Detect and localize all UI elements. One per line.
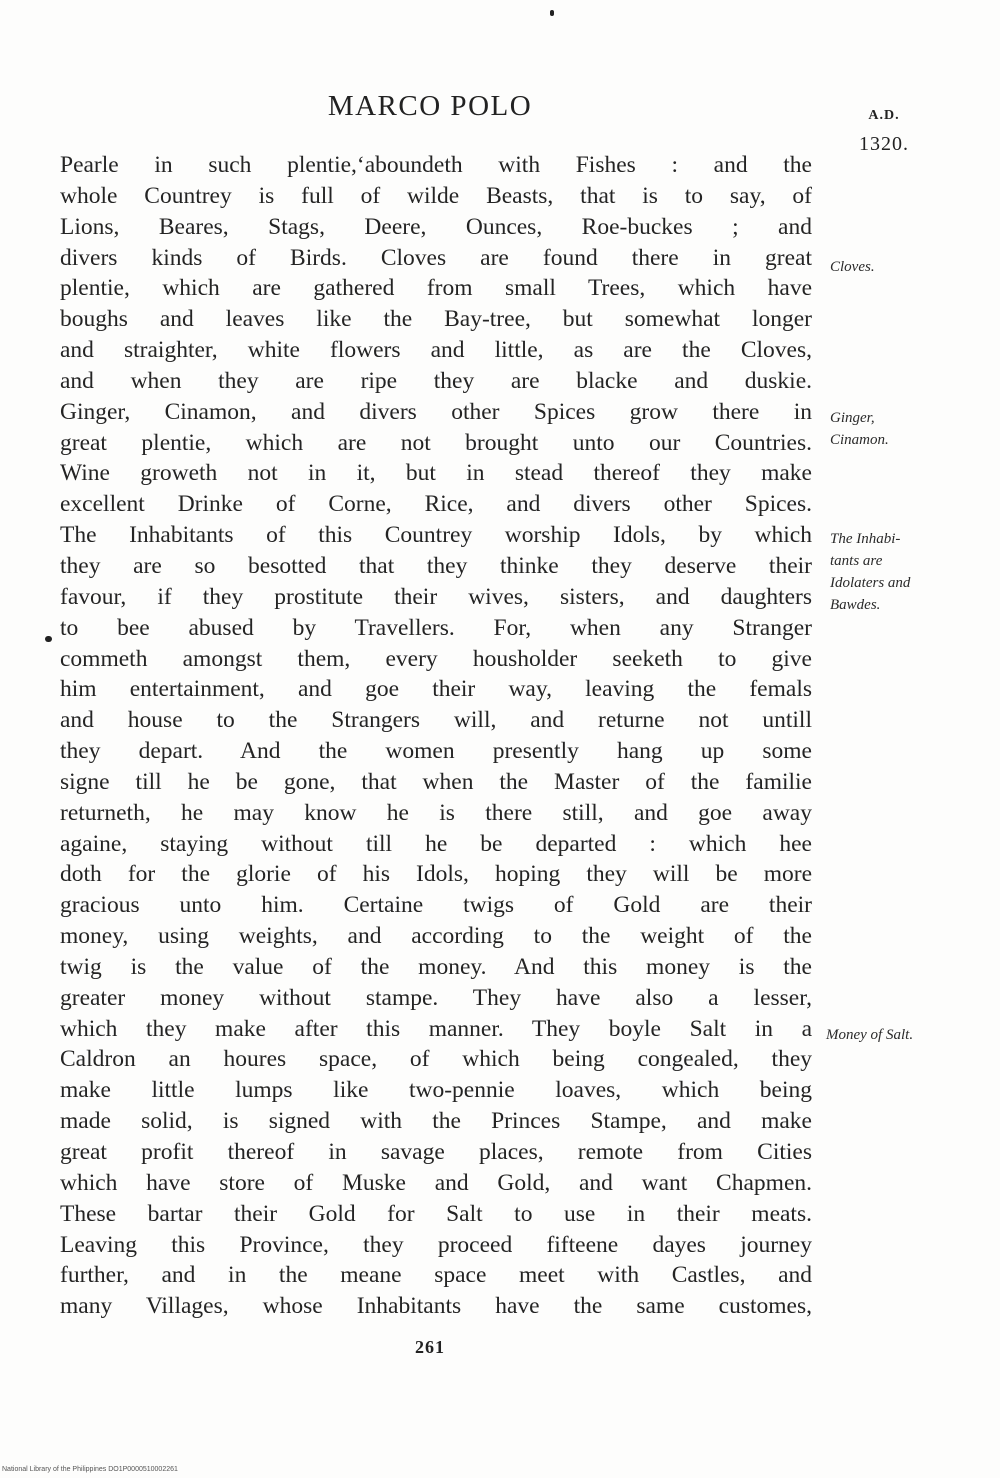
text-line: boughs and leaves like the Bay-tree, but somewhat longer bbox=[60, 306, 812, 333]
margin-note-line: Cinamon. bbox=[830, 432, 889, 448]
text-line: which they make after this manner. They boyle Salt in a bbox=[60, 1015, 812, 1042]
text-line: These bartar their Gold for Salt to use in their meats. bbox=[60, 1200, 812, 1227]
text-line: and when they are ripe they are blacke and duskie. bbox=[60, 367, 812, 394]
scan-footer-credit: National Library of the Philippines DO1P0000510002261 bbox=[2, 1466, 178, 1473]
text-line: divers kinds of Birds. Cloves are found there in great bbox=[60, 244, 812, 271]
margin-date bbox=[848, 102, 920, 158]
margin-note-line: Bawdes. bbox=[830, 597, 881, 613]
text-line: they depart. And the women presently hang up some bbox=[60, 738, 812, 765]
text-line: further, and in the meane space meet with Castles, and bbox=[60, 1262, 812, 1289]
margin-note-line: The Inhabi- bbox=[830, 531, 901, 547]
text-line: made solid, is signed with the Princes Stampe, and make bbox=[60, 1108, 812, 1135]
text-line: gracious unto him. Certaine twigs of Gold are their bbox=[60, 892, 812, 919]
margin-note-line: Ginger, bbox=[830, 410, 875, 426]
text-line: to bee abused by Travellers. For, when any Stranger bbox=[60, 614, 812, 641]
margin-note-line: Money of Salt. bbox=[826, 1027, 914, 1043]
text-line: Caldron an houres space, of which being congealed, they bbox=[60, 1046, 812, 1073]
text-line: which have store of Muske and Gold, and want Chapmen. bbox=[60, 1169, 812, 1196]
text-line: commeth amongst them, every housholder seeketh to give bbox=[60, 645, 812, 672]
text-line: signe till he be gone, that when the Master of the familie bbox=[60, 768, 812, 795]
text-line: great plentie, which are not brought unto our Countries. bbox=[60, 429, 812, 456]
text-line: Wine groweth not in it, but in stead thereof they make bbox=[60, 460, 812, 487]
margin-note-line: Idolaters and bbox=[830, 575, 911, 591]
text-line: him entertainment, and goe their way, leaving the femals bbox=[60, 676, 812, 703]
text-line: and house to the Strangers will, and returne not untill bbox=[60, 707, 812, 734]
text-line: doth for the glorie of his Idols, hoping they will be more bbox=[60, 861, 812, 888]
text-line: againe, staying without till he be departed : which hee bbox=[60, 830, 812, 857]
text-line: Ginger, Cinamon, and divers other Spices grow there in bbox=[60, 398, 812, 425]
date-era-label: A.D. bbox=[868, 108, 900, 123]
text-line: money, using weights, and according to the weight of the bbox=[60, 923, 812, 950]
text-line: Pearle in such plentie,ʻaboundeth with Fishes : and the bbox=[60, 152, 812, 178]
text-line: greater money without stampe. They have also a lesser, bbox=[60, 984, 812, 1011]
margin-note-line: tants are bbox=[830, 553, 883, 569]
body-text bbox=[60, 150, 812, 1322]
text-line: plentie, which are gathered from small Trees, which have bbox=[60, 275, 812, 302]
text-line: The Inhabitants of this Countrey worship Idols, by which bbox=[60, 522, 812, 549]
page-number: 261 bbox=[415, 1337, 445, 1357]
text-line: make little lumps like two-pennie loaves, which being bbox=[60, 1077, 812, 1104]
text-line: excellent Drinke of Corne, Rice, and divers other Spices. bbox=[60, 491, 812, 518]
text-line: Leaving this Province, they proceed fifteene dayes journey bbox=[60, 1231, 812, 1258]
text-line: favour, if they prostitute their wives, sisters, and daughters bbox=[60, 583, 812, 610]
margin-note-line: Cloves. bbox=[830, 259, 875, 275]
running-head-title: MARCO POLO bbox=[327, 90, 533, 122]
text-line: whole Countrey is full of wilde Beasts, that is to say, of bbox=[60, 182, 812, 209]
margin-note-money-of-salt bbox=[826, 1024, 913, 1046]
text-line: twig is the value of the money. And this money is the bbox=[60, 953, 812, 980]
text-line: many Villages, whose Inhabitants have the same customes, bbox=[60, 1293, 812, 1320]
text-line: they are so besotted that they thinke they deserve their bbox=[60, 552, 812, 579]
text-line: Lions, Beares, Stags, Deere, Ounces, Roe-buckes ; and bbox=[60, 213, 812, 240]
date-year: 1320. bbox=[859, 133, 909, 155]
margin-note-ginger bbox=[830, 407, 889, 451]
margin-bullet-mark bbox=[45, 636, 52, 642]
text-line: and straighter, white flowers and little, as are the Cloves, bbox=[60, 337, 812, 364]
margin-note-inhabitants bbox=[830, 528, 910, 616]
ink-speck bbox=[550, 10, 554, 16]
text-line: returneth, he may know he is there still, and goe away bbox=[60, 799, 812, 826]
margin-note-cloves bbox=[830, 256, 875, 278]
text-line: great profit thereof in savage places, remote from Cities bbox=[60, 1139, 812, 1165]
